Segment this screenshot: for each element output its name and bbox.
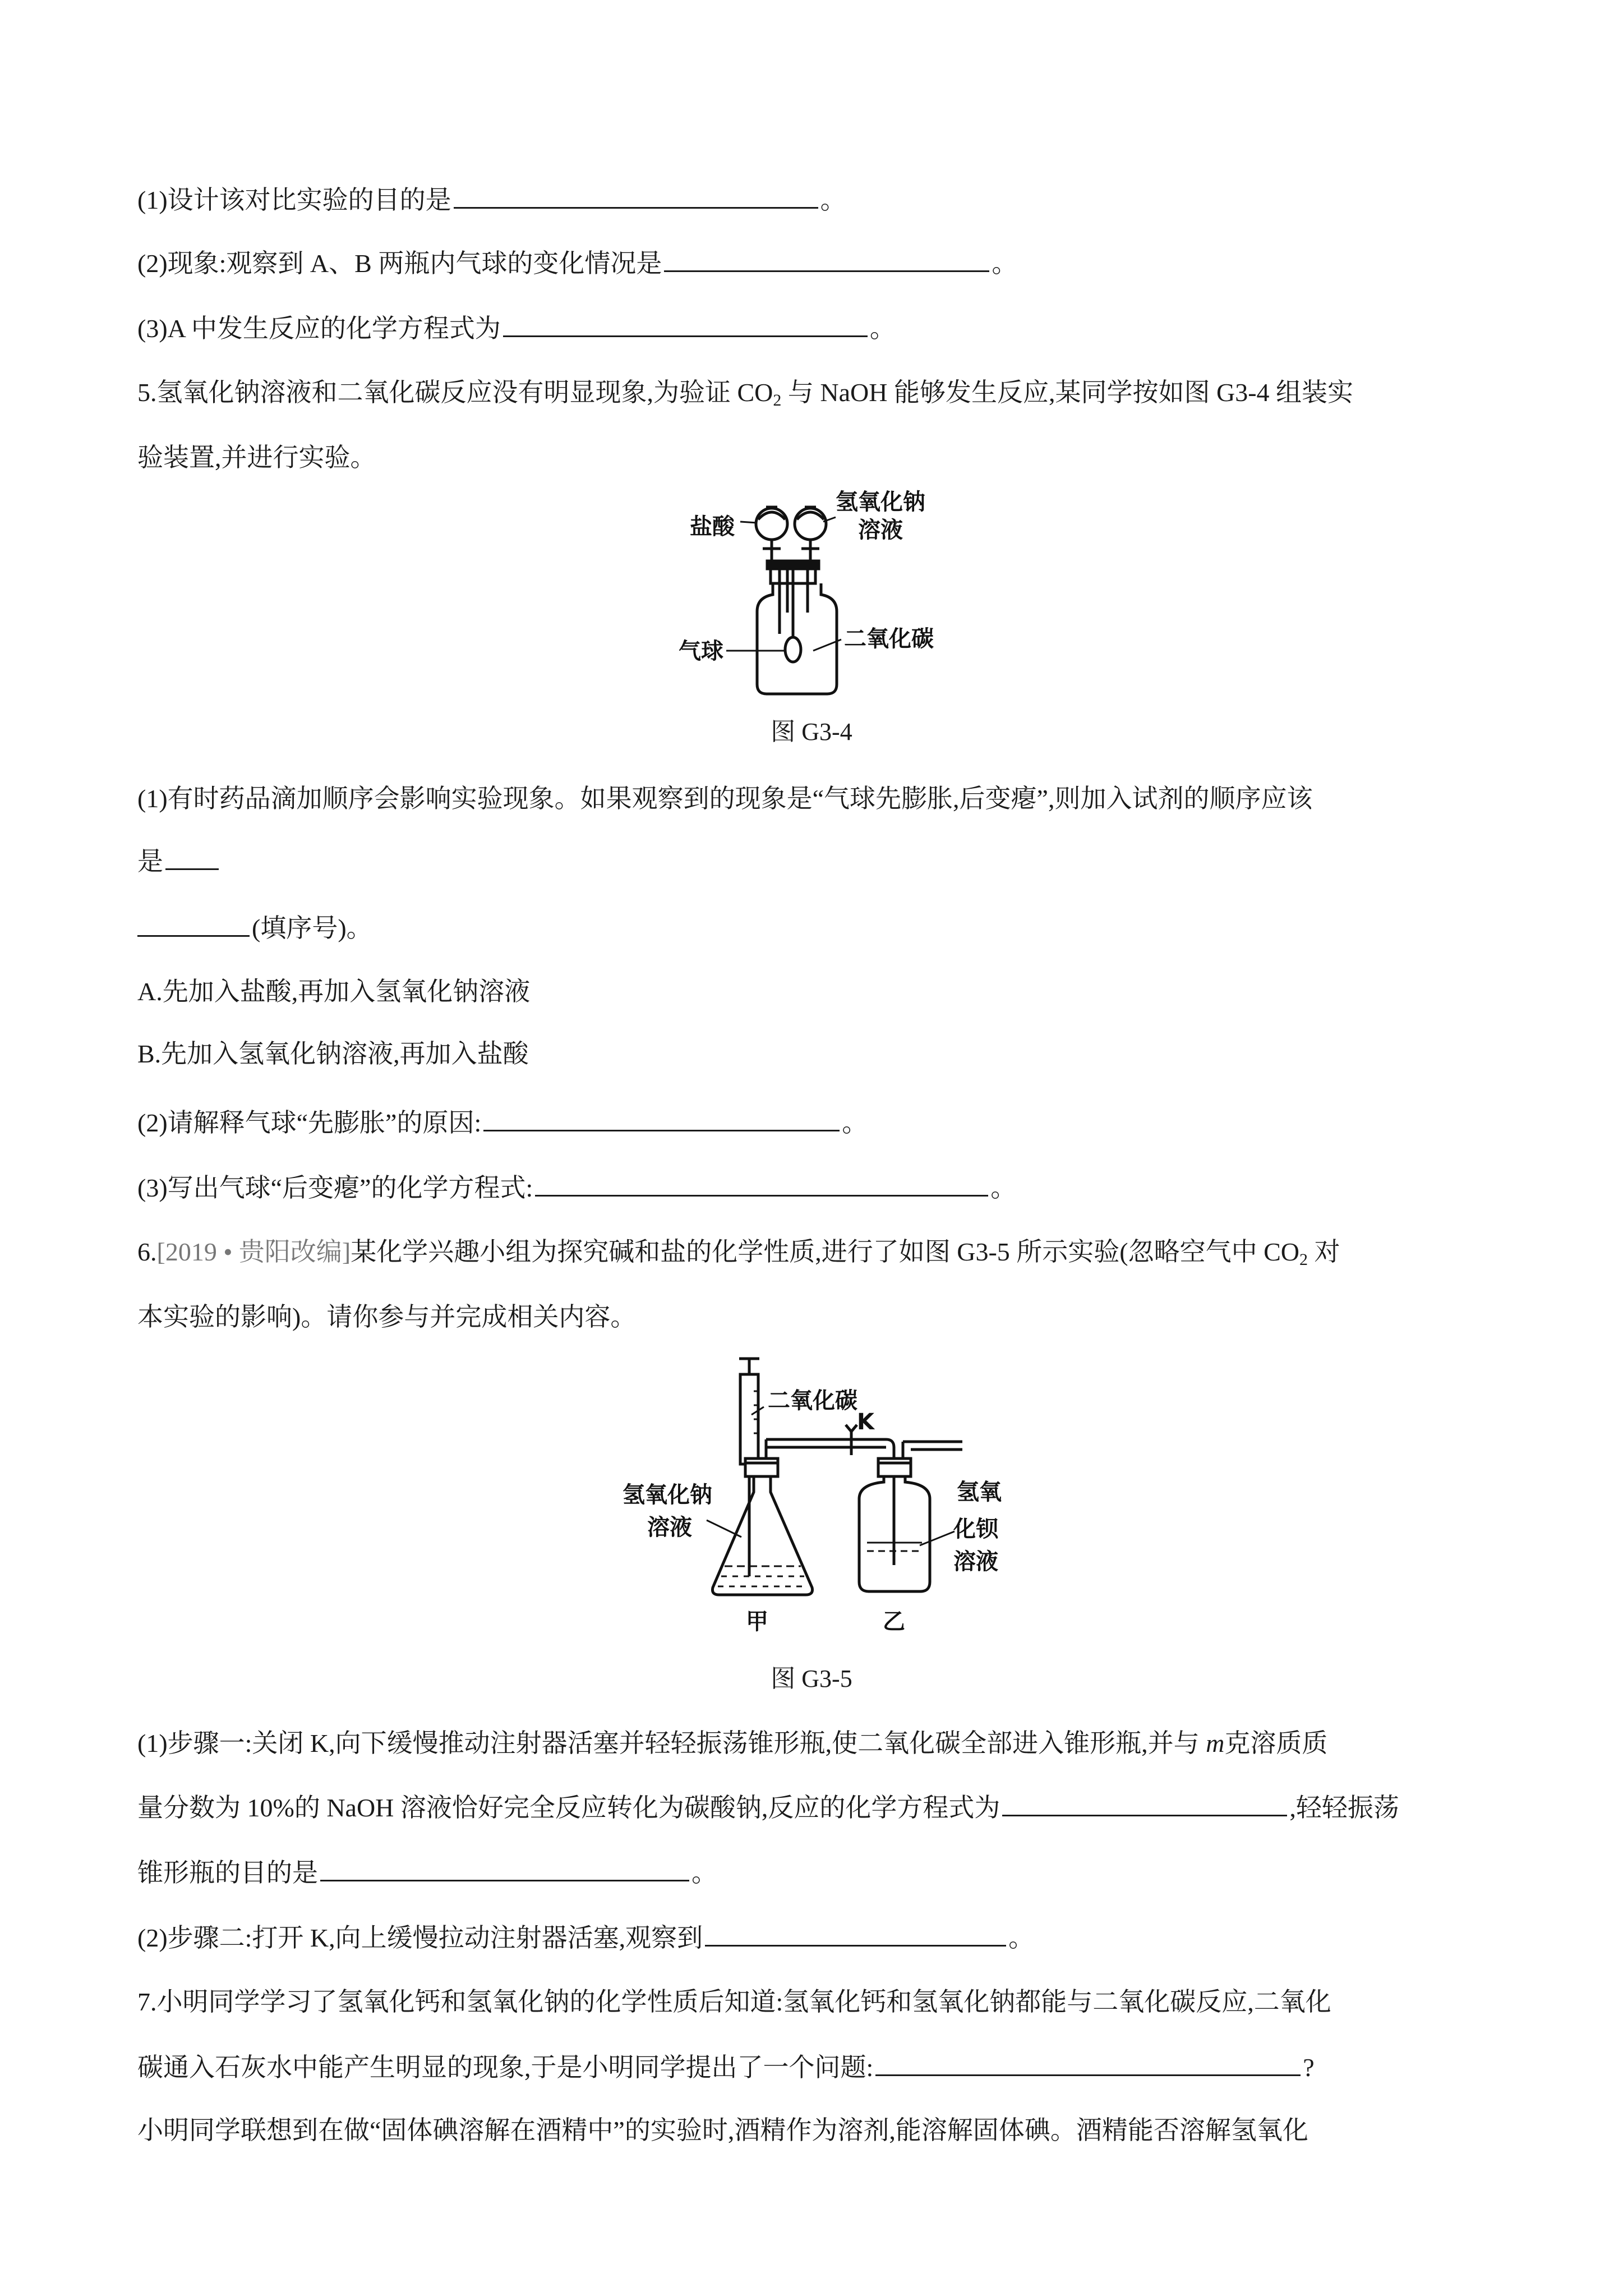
q6-source-tag: [2019 • 贵阳改编] (156, 1237, 351, 1266)
period: 。 (1008, 1924, 1035, 1952)
q5-stem-line2 (137, 441, 376, 475)
option-b-text: B.先加入氢氧化钠溶液,再加入盐酸 (137, 1039, 529, 1068)
q5-stem-text: 与 NaOH 能够发生反应,某同学按如图 G3-4 组装实 (781, 378, 1354, 407)
q5-option-a (137, 975, 530, 1009)
q6-step1-line1 (137, 1727, 1327, 1760)
q6-stem-line2 (137, 1300, 636, 1334)
label-bottle-yi: 乙 (883, 1609, 905, 1635)
period: 。 (691, 1858, 717, 1887)
label-co2: 二氧化碳 (768, 1388, 857, 1414)
q5-part1-text: (填序号)。 (252, 914, 372, 942)
prev-q3-text: (3)A 中发生反应的化学方程式为 (137, 314, 501, 343)
q5-stem-text: 5.氢氧化钠溶液和二氧化碳反应没有明显现象,为验证 CO (137, 378, 773, 407)
q6-stem-line1 (137, 1235, 1340, 1269)
label-naoh-line2: 溶液 (647, 1515, 692, 1540)
answer-blank[interactable] (664, 246, 989, 272)
q7-text: 碳通入石灰水中能产生明显的现象,于是小明同学提出了一个问题: (137, 2053, 874, 2082)
answer-blank[interactable] (483, 1105, 840, 1131)
period: 。 (992, 249, 1018, 278)
label-naoh-line1: 氢氧化钠 (623, 1482, 712, 1508)
figure-caption: 图 G3-4 (771, 718, 852, 746)
label-hydrochloric-acid: 盐酸 (690, 514, 735, 540)
q7-line3 (137, 2114, 1308, 2147)
answer-blank[interactable] (503, 311, 868, 337)
q7-line2 (137, 2050, 1315, 2083)
q7-line1 (137, 1985, 1331, 2019)
q7-text: 7.小明同学学习了氢氧化钙和氢氧化钠的化学性质后知道:氢氧化钙和氢氧化钠都能与二氧化碳反应,二氧化 (137, 1987, 1331, 2016)
q6-stem-text: 本实验的影响)。请你参与并完成相关内容。 (137, 1303, 637, 1331)
label-naoh-line1: 氢氧化钠 (836, 489, 925, 515)
q6-step2 (137, 1920, 1034, 1954)
figure-caption: 图 G3-5 (771, 1665, 852, 1692)
q6-stem-text: 某化学兴趣小组为探究碱和盐的化学性质,进行了如图 G3-5 所示实验(忽略空气中 CO (351, 1237, 1300, 1266)
period: 。 (990, 1174, 1017, 1202)
label-flask-jia: 甲 (746, 1609, 768, 1635)
label-co2: 二氧化碳 (844, 626, 934, 652)
figure-g3-4 (673, 482, 965, 707)
question-mark: ? (1303, 2053, 1315, 2082)
q5-part1-text: (1)有时药品滴加顺序会影响实验现象。如果观察到的现象是“气球先膨胀,后变瘪”,则加入试剂的顺序应该 (137, 784, 1313, 813)
answer-blank[interactable] (137, 910, 250, 937)
prev-q2 (137, 246, 1017, 279)
q6-step2-text: (2)步骤二:打开 K,向上缓慢拉动注射器活塞,观察到 (137, 1924, 703, 1952)
answer-blank[interactable] (705, 1920, 1006, 1947)
answer-blank[interactable] (1002, 1790, 1287, 1816)
q5-part1-line3 (137, 910, 372, 944)
q5-part3 (137, 1170, 1016, 1204)
q5-part1-line1 (137, 782, 1312, 816)
answer-blank[interactable] (320, 1855, 689, 1881)
q6-number: 6. (137, 1237, 157, 1266)
subscript: 2 (773, 391, 782, 409)
period: 。 (842, 1108, 868, 1137)
answer-blank[interactable] (454, 182, 818, 209)
q6-step1-text: 锥形瓶的目的是 (137, 1858, 318, 1887)
q7-text: 小明同学联想到在做“固体碘溶解在酒精中”的实验时,酒精作为溶剂,能溶解固体碘。酒精能否溶解氢氧化 (137, 2116, 1308, 2145)
answer-blank[interactable] (875, 2050, 1301, 2076)
label-baoh-line1: 氢氧 (957, 1479, 1002, 1505)
q6-stem-text: 对 (1308, 1237, 1340, 1266)
label-valve-k: K (857, 1409, 874, 1435)
q6-step1-text: (1)步骤一:关闭 K,向下缓慢推动注射器活塞并轻轻振荡锥形瓶,使二氧化碳全部进入锥形瓶,并与 (137, 1729, 1206, 1757)
q6-step1-text: 量分数为 10%的 NaOH 溶液恰好完全反应转化为碳酸钠,反应的化学方程式为 (137, 1793, 1000, 1822)
label-baoh-line2: 化钡 (953, 1516, 998, 1542)
variable-m: m (1206, 1729, 1225, 1757)
prev-q1-text: (1)设计该对比实验的目的是 (137, 186, 451, 214)
subscript: 2 (1299, 1250, 1308, 1269)
q5-part2-text: (2)请解释气球“先膨胀”的原因: (137, 1108, 482, 1137)
option-a-text: A.先加入盐酸,再加入氢氧化钠溶液 (137, 977, 531, 1006)
answer-blank[interactable] (535, 1170, 988, 1197)
q5-part2 (137, 1105, 868, 1139)
q5-stem-line1 (137, 376, 1353, 409)
period: 。 (820, 186, 846, 214)
prev-q3 (137, 311, 896, 344)
figure-g3-5 (617, 1352, 1021, 1644)
prev-q1 (137, 182, 846, 216)
prev-q2-text: (2)现象:观察到 A、B 两瓶内气球的变化情况是 (137, 249, 662, 278)
q6-step1-line3 (137, 1855, 717, 1889)
period: 。 (869, 314, 896, 343)
q5-part3-text: (3)写出气球“后变瘪”的化学方程式: (137, 1174, 533, 1202)
q6-step1-text: ,轻轻振荡 (1289, 1793, 1399, 1822)
answer-blank[interactable] (165, 844, 219, 870)
q6-step1-text: 克溶质质 (1224, 1729, 1328, 1757)
q6-step1-line2 (137, 1790, 1399, 1824)
q5-option-b (137, 1037, 529, 1071)
label-balloon: 气球 (679, 638, 723, 664)
label-baoh-line3: 溶液 (953, 1549, 998, 1575)
q5-part1-text: 是 (137, 847, 163, 876)
q5-stem-text: 验装置,并进行实验。 (137, 443, 376, 472)
q5-part1-line2 (137, 844, 221, 877)
label-naoh-line2: 溶液 (858, 517, 903, 543)
